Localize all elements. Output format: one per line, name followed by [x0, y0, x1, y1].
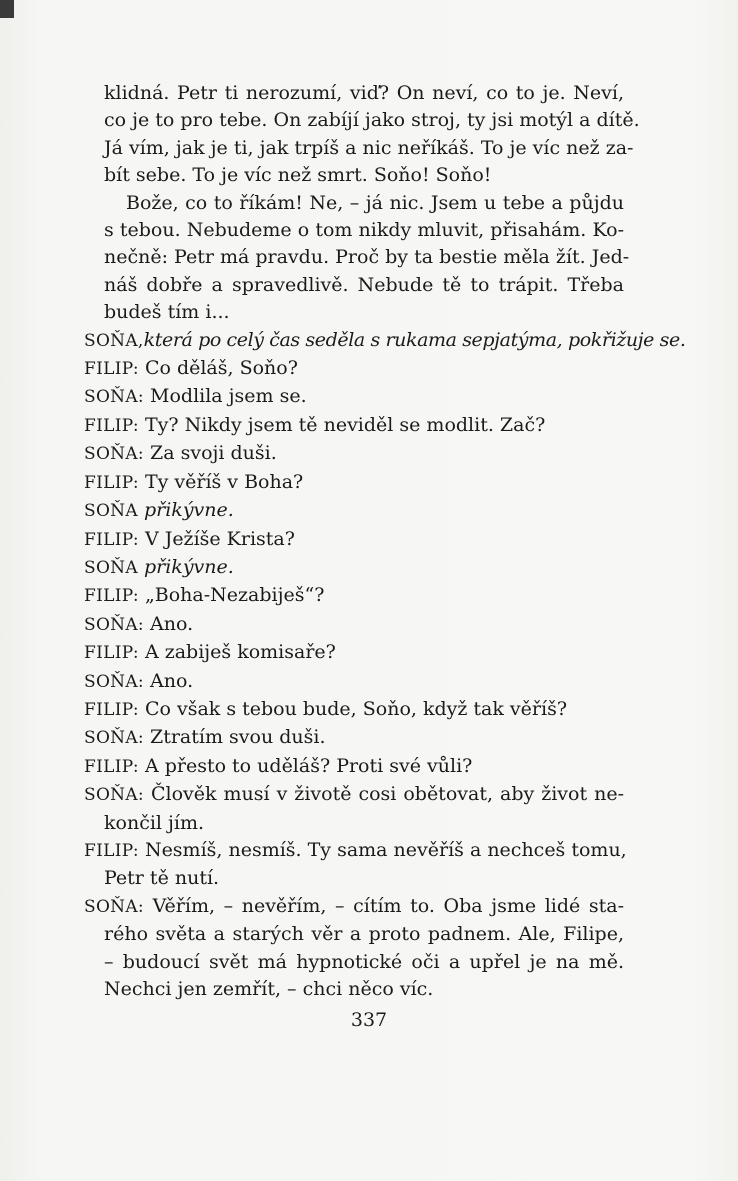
speaker-name: SOŇA: [84, 785, 144, 806]
stage-direction: přikývne. [143, 555, 234, 578]
dialogue-entry [84, 554, 624, 582]
speaker-name: FILIP: [84, 359, 139, 380]
dialogue-text: Co děláš, Soňo? [144, 357, 298, 380]
dialogue-entry [84, 668, 624, 696]
scan-corner-mark [0, 0, 14, 18]
dialogue-entry [84, 497, 624, 525]
dialogue-entry [84, 639, 624, 667]
dialogue-entry [84, 526, 624, 554]
dialogue [84, 327, 686, 1004]
dialogue-entry [84, 440, 624, 468]
dialogue-text: A přesto to uděláš? Proti své vůli? [144, 754, 473, 777]
dialogue-continuation: končil jím. [104, 811, 205, 834]
text-line: náš dobře a spravedlivě. Nebude tě to trápit. Třeba [104, 273, 624, 296]
dialogue-entry [84, 724, 624, 752]
dialogue-text: Modlila jsem se. [150, 385, 307, 408]
dialogue-continuation: Petr tě nutí. [104, 867, 220, 890]
dialogue-text: Člověk musí v životě cosi obětovat, aby život ne- [150, 783, 624, 806]
speaker-name: FILIP: [84, 529, 139, 550]
dialogue-entry [84, 893, 624, 921]
text-line: s tebou. Nebudeme o tom nikdy mluvit, přisahám. Ko- [104, 219, 624, 242]
dialogue-entry [84, 355, 624, 383]
dialogue-text: V Ježíše Krista? [144, 527, 295, 550]
dialogue-entry [84, 781, 624, 809]
speaker-name: FILIP: [84, 840, 139, 861]
text-line: nečně: Petr má pravdu. Proč by ta bestie měla žít. Jed- [104, 246, 630, 269]
speaker-name: FILIP: [84, 643, 139, 664]
dialogue-text: Za svoji duši. [150, 442, 277, 465]
dialogue-text: Ano. [150, 612, 194, 635]
dialogue-text: Věřím, – nevěřím, – cítím to. Oba jsme lidé sta- [152, 894, 624, 917]
dialogue-entry [84, 469, 624, 497]
text-line: Já vím, jak je ti, jak trpíš a nic neříkáš. To je víc než za- [104, 136, 634, 159]
text-line: co je to pro tebe. On zabíjí jako stroj, ty jsi motýl a dítě. [104, 109, 640, 132]
second-paragraph [104, 190, 630, 327]
dialogue-text: Ty věříš v Boha? [144, 470, 304, 493]
speaker-name: SOŇA [84, 557, 138, 578]
dialogue-entry [84, 837, 627, 865]
dialogue-entry [84, 611, 624, 639]
dialogue-continuation: Nechci jen zemřít, – chci něco víc. [104, 978, 434, 1000]
speaker-name: SOŇA: [84, 614, 144, 635]
dialogue-entry [84, 696, 624, 724]
stage-direction: přikývne. [143, 499, 234, 522]
speaker-name: FILIP: [84, 756, 139, 777]
dialogue-text: Co však s tebou bude, Soňo, když tak věříš? [144, 697, 568, 720]
speaker-name: FILIP: [84, 472, 139, 493]
page-text [84, 80, 686, 1003]
stage-direction: která po celý čas seděla s rukama sepjatýma, pokřižuje se. [143, 328, 686, 351]
speaker-name: FILIP: [84, 699, 139, 720]
speaker-name: SOŇA, [84, 330, 144, 351]
dialogue-text: Ano. [150, 669, 194, 692]
opening-paragraph [104, 80, 640, 190]
speaker-name: FILIP: [84, 415, 139, 436]
page-number: 337 [350, 1009, 388, 1031]
speaker-name: SOŇA: [84, 671, 144, 692]
speaker-name: FILIP: [84, 586, 139, 607]
dialogue-entry [84, 327, 686, 355]
dialogue-continuation: rého světa a starých věr a proto padnem. Ale, Filipe, [104, 923, 624, 946]
dialogue-continuation: – budoucí svět má hypnotické oči a upřel je na mě. [104, 950, 624, 973]
text-line: Bože, co to říkám! Ne, – já nic. Jsem u tebe a půjdu [126, 191, 624, 214]
dialogue-entry [84, 412, 624, 440]
text-line: bít sebe. To je víc než smrt. Soňo! Soňo! [104, 164, 492, 187]
speaker-name: SOŇA: [84, 728, 144, 749]
speaker-name: SOŇA: [84, 444, 144, 465]
text-line: budeš tím i... [104, 301, 230, 324]
dialogue-text: Ztratím svou duši. [150, 726, 326, 749]
dialogue-text: A zabiješ komisaře? [144, 641, 336, 664]
dialogue-entry [84, 383, 624, 411]
dialogue-entry [84, 582, 624, 610]
speaker-name: SOŇA: [84, 896, 144, 917]
speaker-name: SOŇA: [84, 387, 144, 408]
dialogue-entry [84, 753, 624, 781]
dialogue-text: „Boha-Nezabiješ“? [144, 584, 325, 607]
text-line: klidná. Petr ti nerozumí, viď? On neví, co to je. Neví, [104, 82, 624, 104]
dialogue-text: Nesmíš, nesmíš. Ty sama nevěříš a nechceš tomu, [144, 838, 627, 861]
speaker-name: SOŇA [84, 501, 138, 522]
dialogue-text: Ty? Nikdy jsem tě neviděl se modlit. Zač? [144, 413, 546, 436]
